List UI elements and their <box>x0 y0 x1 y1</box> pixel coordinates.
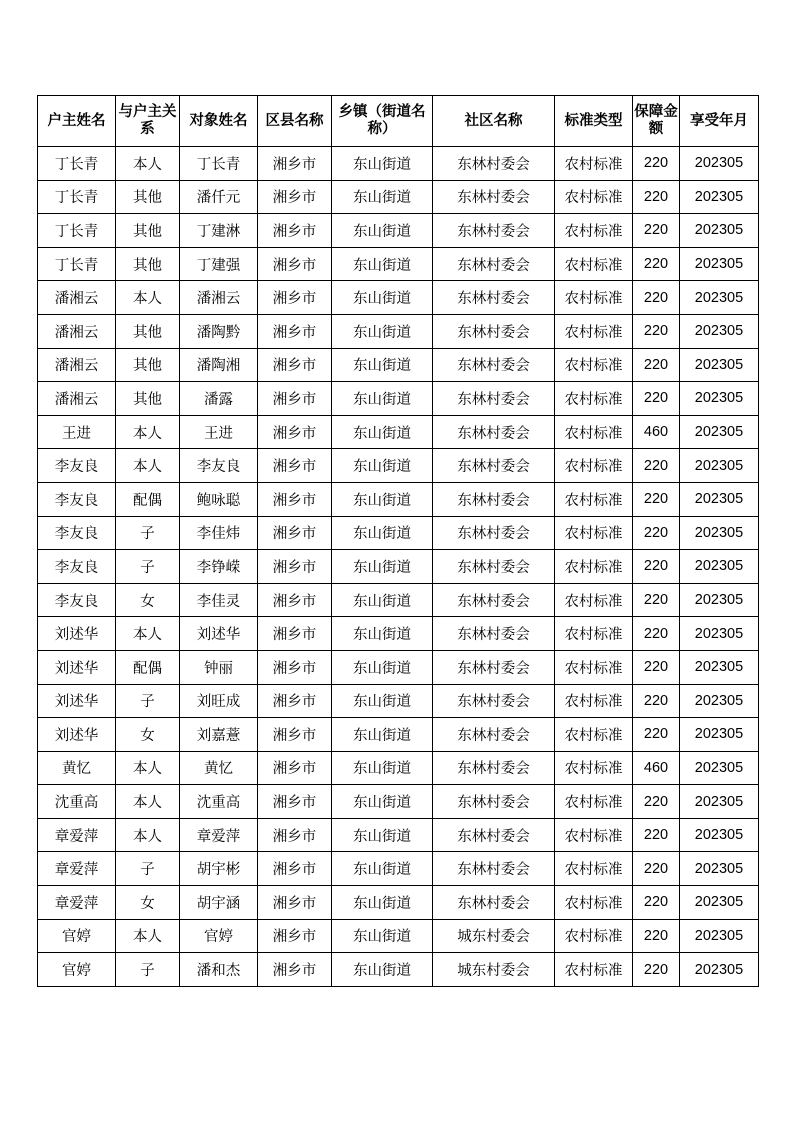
cell-standard-type: 农村标准 <box>555 314 633 348</box>
cell-county: 湘乡市 <box>258 852 332 886</box>
cell-household-head: 沈重高 <box>38 785 116 819</box>
cell-household-head: 刘述华 <box>38 684 116 718</box>
cell-relation: 女 <box>116 718 180 752</box>
cell-relation: 子 <box>116 852 180 886</box>
cell-month: 202305 <box>680 751 759 785</box>
cell-town: 东山街道 <box>332 785 433 819</box>
cell-month: 202305 <box>680 650 759 684</box>
cell-community: 东林村委会 <box>433 617 555 651</box>
cell-community: 东林村委会 <box>433 684 555 718</box>
cell-relation: 本人 <box>116 785 180 819</box>
cell-household-head: 李友良 <box>38 583 116 617</box>
cell-recipient-name: 刘旺成 <box>180 684 258 718</box>
table-row <box>38 449 759 483</box>
table-row <box>38 718 759 752</box>
header-county: 区县名称 <box>258 96 332 147</box>
header-town: 乡镇（街道名称） <box>332 96 433 147</box>
cell-amount: 220 <box>633 718 680 752</box>
cell-month: 202305 <box>680 482 759 516</box>
cell-relation: 女 <box>116 886 180 920</box>
cell-recipient-name: 丁建强 <box>180 247 258 281</box>
header-recipient-name: 对象姓名 <box>180 96 258 147</box>
cell-household-head: 李友良 <box>38 550 116 584</box>
header-household-head: 户主姓名 <box>38 96 116 147</box>
table-row <box>38 281 759 315</box>
cell-recipient-name: 丁建淋 <box>180 214 258 248</box>
cell-household-head: 丁长青 <box>38 214 116 248</box>
cell-standard-type: 农村标准 <box>555 449 633 483</box>
cell-community: 东林村委会 <box>433 852 555 886</box>
document-sheet <box>37 95 758 987</box>
cell-recipient-name: 李佳炜 <box>180 516 258 550</box>
cell-standard-type: 农村标准 <box>555 583 633 617</box>
cell-county: 湘乡市 <box>258 247 332 281</box>
table-row <box>38 180 759 214</box>
cell-town: 东山街道 <box>332 583 433 617</box>
cell-community: 东林村委会 <box>433 382 555 416</box>
table-body <box>38 147 759 987</box>
cell-community: 东林村委会 <box>433 348 555 382</box>
cell-standard-type: 农村标准 <box>555 482 633 516</box>
cell-household-head: 丁长青 <box>38 247 116 281</box>
table-row <box>38 415 759 449</box>
table-row <box>38 482 759 516</box>
cell-county: 湘乡市 <box>258 650 332 684</box>
cell-amount: 220 <box>633 482 680 516</box>
cell-amount: 220 <box>633 348 680 382</box>
cell-relation: 本人 <box>116 818 180 852</box>
cell-standard-type: 农村标准 <box>555 281 633 315</box>
table-row <box>38 818 759 852</box>
cell-standard-type: 农村标准 <box>555 516 633 550</box>
cell-recipient-name: 潘陶黔 <box>180 314 258 348</box>
cell-county: 湘乡市 <box>258 818 332 852</box>
cell-household-head: 刘述华 <box>38 617 116 651</box>
cell-county: 湘乡市 <box>258 516 332 550</box>
cell-community: 东林村委会 <box>433 550 555 584</box>
cell-month: 202305 <box>680 314 759 348</box>
cell-county: 湘乡市 <box>258 482 332 516</box>
cell-county: 湘乡市 <box>258 583 332 617</box>
cell-county: 湘乡市 <box>258 919 332 953</box>
cell-recipient-name: 潘露 <box>180 382 258 416</box>
cell-county: 湘乡市 <box>258 449 332 483</box>
cell-relation: 本人 <box>116 919 180 953</box>
cell-standard-type: 农村标准 <box>555 818 633 852</box>
cell-amount: 220 <box>633 617 680 651</box>
cell-standard-type: 农村标准 <box>555 650 633 684</box>
header-standard-type: 标准类型 <box>555 96 633 147</box>
header-relation: 与户主关系 <box>116 96 180 147</box>
cell-household-head: 王进 <box>38 415 116 449</box>
cell-county: 湘乡市 <box>258 684 332 718</box>
cell-town: 东山街道 <box>332 214 433 248</box>
cell-recipient-name: 胡宇涵 <box>180 886 258 920</box>
cell-month: 202305 <box>680 415 759 449</box>
cell-recipient-name: 潘湘云 <box>180 281 258 315</box>
cell-relation: 女 <box>116 583 180 617</box>
cell-county: 湘乡市 <box>258 751 332 785</box>
cell-community: 东林村委会 <box>433 281 555 315</box>
table-row <box>38 583 759 617</box>
cell-month: 202305 <box>680 516 759 550</box>
cell-town: 东山街道 <box>332 684 433 718</box>
cell-relation: 本人 <box>116 617 180 651</box>
table-row <box>38 314 759 348</box>
cell-county: 湘乡市 <box>258 382 332 416</box>
cell-community: 城东村委会 <box>433 919 555 953</box>
cell-standard-type: 农村标准 <box>555 214 633 248</box>
cell-recipient-name: 李佳灵 <box>180 583 258 617</box>
cell-household-head: 李友良 <box>38 516 116 550</box>
cell-county: 湘乡市 <box>258 953 332 987</box>
cell-household-head: 章爱萍 <box>38 852 116 886</box>
cell-household-head: 章爱萍 <box>38 886 116 920</box>
cell-amount: 220 <box>633 852 680 886</box>
cell-month: 202305 <box>680 852 759 886</box>
cell-household-head: 潘湘云 <box>38 382 116 416</box>
table-row <box>38 214 759 248</box>
cell-recipient-name: 丁长青 <box>180 147 258 181</box>
table-row <box>38 650 759 684</box>
cell-relation: 子 <box>116 516 180 550</box>
cell-standard-type: 农村标准 <box>555 684 633 718</box>
cell-county: 湘乡市 <box>258 886 332 920</box>
cell-town: 东山街道 <box>332 415 433 449</box>
cell-amount: 220 <box>633 449 680 483</box>
table-row <box>38 684 759 718</box>
cell-community: 东林村委会 <box>433 583 555 617</box>
cell-standard-type: 农村标准 <box>555 415 633 449</box>
cell-community: 东林村委会 <box>433 482 555 516</box>
cell-month: 202305 <box>680 180 759 214</box>
cell-household-head: 章爱萍 <box>38 818 116 852</box>
cell-recipient-name: 李铮嵘 <box>180 550 258 584</box>
cell-town: 东山街道 <box>332 818 433 852</box>
cell-household-head: 李友良 <box>38 482 116 516</box>
cell-relation: 子 <box>116 684 180 718</box>
cell-community: 东林村委会 <box>433 314 555 348</box>
table-row <box>38 147 759 181</box>
cell-month: 202305 <box>680 281 759 315</box>
cell-amount: 220 <box>633 818 680 852</box>
cell-standard-type: 农村标准 <box>555 617 633 651</box>
cell-town: 东山街道 <box>332 751 433 785</box>
cell-month: 202305 <box>680 617 759 651</box>
cell-community: 东林村委会 <box>433 214 555 248</box>
cell-recipient-name: 官婷 <box>180 919 258 953</box>
cell-county: 湘乡市 <box>258 281 332 315</box>
cell-community: 东林村委会 <box>433 247 555 281</box>
cell-recipient-name: 潘和杰 <box>180 953 258 987</box>
cell-recipient-name: 刘述华 <box>180 617 258 651</box>
cell-county: 湘乡市 <box>258 314 332 348</box>
cell-community: 东林村委会 <box>433 785 555 819</box>
cell-standard-type: 农村标准 <box>555 953 633 987</box>
cell-month: 202305 <box>680 348 759 382</box>
cell-standard-type: 农村标准 <box>555 718 633 752</box>
cell-household-head: 潘湘云 <box>38 314 116 348</box>
cell-amount: 220 <box>633 550 680 584</box>
table-row <box>38 382 759 416</box>
cell-relation: 本人 <box>116 147 180 181</box>
cell-household-head: 黄忆 <box>38 751 116 785</box>
cell-community: 东林村委会 <box>433 650 555 684</box>
cell-town: 东山街道 <box>332 886 433 920</box>
cell-community: 东林村委会 <box>433 886 555 920</box>
cell-month: 202305 <box>680 919 759 953</box>
cell-relation: 配偶 <box>116 650 180 684</box>
cell-standard-type: 农村标准 <box>555 180 633 214</box>
cell-month: 202305 <box>680 550 759 584</box>
header-community: 社区名称 <box>433 96 555 147</box>
table-row <box>38 785 759 819</box>
cell-amount: 220 <box>633 886 680 920</box>
cell-standard-type: 农村标准 <box>555 348 633 382</box>
cell-month: 202305 <box>680 583 759 617</box>
cell-town: 东山街道 <box>332 718 433 752</box>
cell-town: 东山街道 <box>332 449 433 483</box>
cell-county: 湘乡市 <box>258 348 332 382</box>
cell-relation: 本人 <box>116 281 180 315</box>
cell-relation: 其他 <box>116 247 180 281</box>
cell-standard-type: 农村标准 <box>555 751 633 785</box>
cell-household-head: 潘湘云 <box>38 281 116 315</box>
cell-town: 东山街道 <box>332 147 433 181</box>
cell-town: 东山街道 <box>332 180 433 214</box>
cell-county: 湘乡市 <box>258 214 332 248</box>
cell-community: 东林村委会 <box>433 147 555 181</box>
cell-month: 202305 <box>680 818 759 852</box>
cell-town: 东山街道 <box>332 382 433 416</box>
cell-household-head: 官婷 <box>38 953 116 987</box>
header-month: 享受年月 <box>680 96 759 147</box>
cell-amount: 460 <box>633 751 680 785</box>
cell-recipient-name: 潘陶湘 <box>180 348 258 382</box>
table-row <box>38 751 759 785</box>
cell-standard-type: 农村标准 <box>555 919 633 953</box>
header-amount: 保障金额 <box>633 96 680 147</box>
cell-recipient-name: 潘仟元 <box>180 180 258 214</box>
table-row <box>38 617 759 651</box>
cell-relation: 子 <box>116 550 180 584</box>
cell-amount: 220 <box>633 180 680 214</box>
cell-recipient-name: 王进 <box>180 415 258 449</box>
subsidy-table <box>37 95 759 987</box>
cell-standard-type: 农村标准 <box>555 247 633 281</box>
cell-town: 东山街道 <box>332 852 433 886</box>
cell-amount: 220 <box>633 684 680 718</box>
cell-household-head: 李友良 <box>38 449 116 483</box>
cell-household-head: 潘湘云 <box>38 348 116 382</box>
cell-amount: 220 <box>633 314 680 348</box>
cell-month: 202305 <box>680 449 759 483</box>
cell-household-head: 官婷 <box>38 919 116 953</box>
cell-relation: 本人 <box>116 449 180 483</box>
cell-recipient-name: 章爱萍 <box>180 818 258 852</box>
cell-household-head: 丁长青 <box>38 180 116 214</box>
cell-amount: 220 <box>633 281 680 315</box>
cell-standard-type: 农村标准 <box>555 147 633 181</box>
cell-community: 东林村委会 <box>433 751 555 785</box>
cell-relation: 其他 <box>116 314 180 348</box>
cell-town: 东山街道 <box>332 281 433 315</box>
table-row <box>38 953 759 987</box>
table-row <box>38 247 759 281</box>
cell-month: 202305 <box>680 886 759 920</box>
cell-community: 东林村委会 <box>433 818 555 852</box>
cell-recipient-name: 胡宇彬 <box>180 852 258 886</box>
table-row <box>38 919 759 953</box>
table-row <box>38 348 759 382</box>
cell-month: 202305 <box>680 718 759 752</box>
table-row <box>38 550 759 584</box>
cell-town: 东山街道 <box>332 314 433 348</box>
cell-amount: 220 <box>633 785 680 819</box>
cell-amount: 220 <box>633 247 680 281</box>
cell-month: 202305 <box>680 382 759 416</box>
cell-community: 东林村委会 <box>433 180 555 214</box>
cell-county: 湘乡市 <box>258 147 332 181</box>
cell-household-head: 刘述华 <box>38 718 116 752</box>
cell-month: 202305 <box>680 684 759 718</box>
cell-community: 东林村委会 <box>433 415 555 449</box>
cell-relation: 其他 <box>116 214 180 248</box>
cell-amount: 220 <box>633 953 680 987</box>
cell-recipient-name: 李友良 <box>180 449 258 483</box>
cell-month: 202305 <box>680 247 759 281</box>
cell-town: 东山街道 <box>332 650 433 684</box>
cell-relation: 配偶 <box>116 482 180 516</box>
cell-relation: 其他 <box>116 180 180 214</box>
cell-standard-type: 农村标准 <box>555 550 633 584</box>
cell-town: 东山街道 <box>332 348 433 382</box>
cell-county: 湘乡市 <box>258 718 332 752</box>
cell-relation: 子 <box>116 953 180 987</box>
cell-month: 202305 <box>680 214 759 248</box>
table-row <box>38 516 759 550</box>
cell-amount: 220 <box>633 147 680 181</box>
cell-relation: 其他 <box>116 382 180 416</box>
cell-town: 东山街道 <box>332 482 433 516</box>
cell-town: 东山街道 <box>332 516 433 550</box>
cell-amount: 220 <box>633 650 680 684</box>
cell-relation: 本人 <box>116 751 180 785</box>
cell-amount: 460 <box>633 415 680 449</box>
cell-household-head: 刘述华 <box>38 650 116 684</box>
cell-community: 东林村委会 <box>433 718 555 752</box>
cell-town: 东山街道 <box>332 919 433 953</box>
cell-relation: 本人 <box>116 415 180 449</box>
cell-county: 湘乡市 <box>258 785 332 819</box>
cell-standard-type: 农村标准 <box>555 382 633 416</box>
cell-town: 东山街道 <box>332 247 433 281</box>
cell-recipient-name: 刘嘉薏 <box>180 718 258 752</box>
cell-county: 湘乡市 <box>258 180 332 214</box>
cell-amount: 220 <box>633 583 680 617</box>
cell-recipient-name: 钟丽 <box>180 650 258 684</box>
cell-amount: 220 <box>633 919 680 953</box>
cell-standard-type: 农村标准 <box>555 852 633 886</box>
cell-month: 202305 <box>680 785 759 819</box>
cell-recipient-name: 黄忆 <box>180 751 258 785</box>
cell-standard-type: 农村标准 <box>555 785 633 819</box>
cell-county: 湘乡市 <box>258 550 332 584</box>
table-row <box>38 886 759 920</box>
table-header-row <box>38 96 759 147</box>
cell-month: 202305 <box>680 147 759 181</box>
cell-month: 202305 <box>680 953 759 987</box>
cell-relation: 其他 <box>116 348 180 382</box>
cell-town: 东山街道 <box>332 617 433 651</box>
cell-county: 湘乡市 <box>258 617 332 651</box>
cell-recipient-name: 鲍咏聪 <box>180 482 258 516</box>
cell-community: 城东村委会 <box>433 953 555 987</box>
cell-household-head: 丁长青 <box>38 147 116 181</box>
cell-county: 湘乡市 <box>258 415 332 449</box>
cell-amount: 220 <box>633 214 680 248</box>
cell-town: 东山街道 <box>332 550 433 584</box>
cell-amount: 220 <box>633 382 680 416</box>
cell-standard-type: 农村标准 <box>555 886 633 920</box>
cell-town: 东山街道 <box>332 953 433 987</box>
table-row <box>38 852 759 886</box>
cell-community: 东林村委会 <box>433 449 555 483</box>
cell-community: 东林村委会 <box>433 516 555 550</box>
cell-amount: 220 <box>633 516 680 550</box>
cell-recipient-name: 沈重高 <box>180 785 258 819</box>
